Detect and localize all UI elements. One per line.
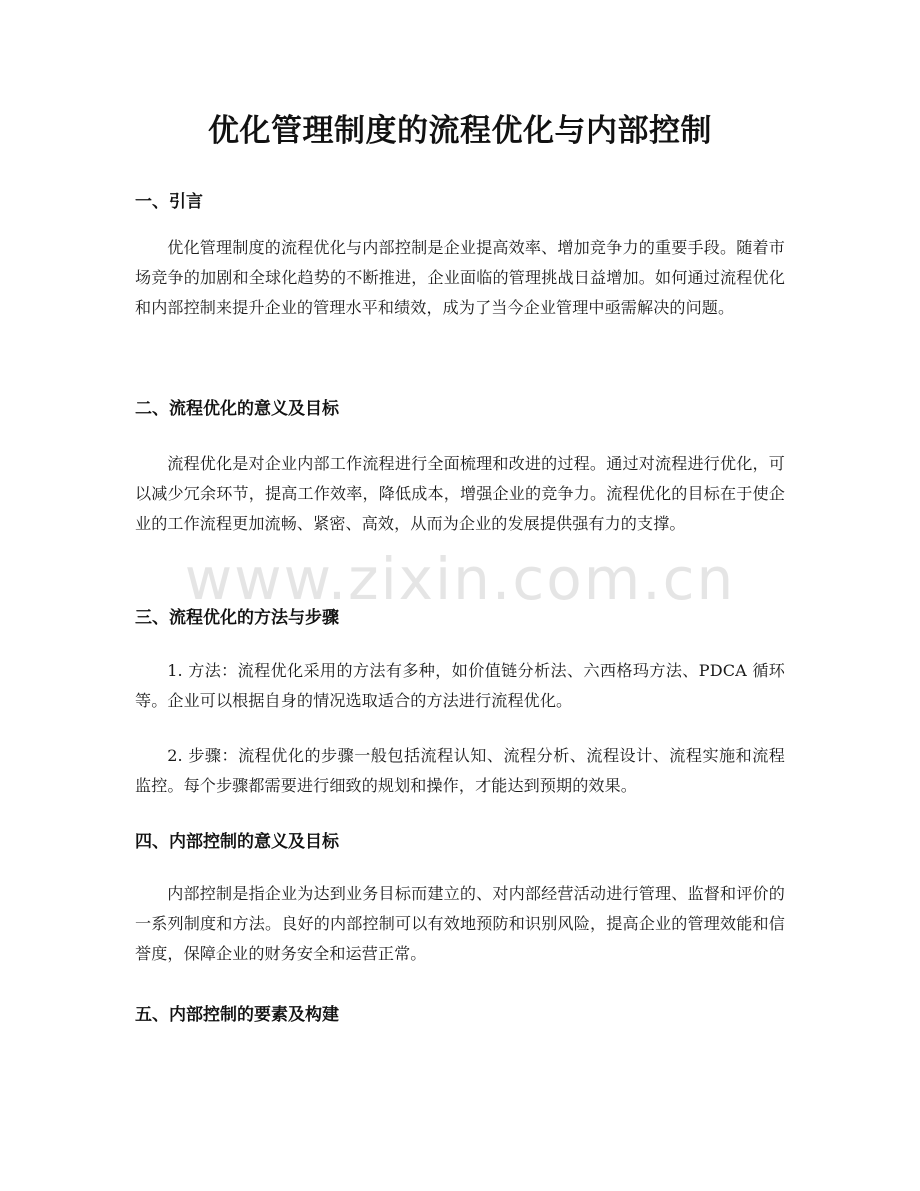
section-process-steps-paragraph: 2. 步骤：流程优化的步骤一般包括流程认知、流程分析、流程设计、流程实施和流程监控。每个步骤都需要进行细致的规划和操作，才能达到预期的效果。 [135, 746, 785, 795]
section-heading-process-significance: 二、流程优化的意义及目标 [135, 399, 339, 419]
document-title: 优化管理制度的流程优化与内部控制 [208, 113, 712, 149]
section-heading-internal-control-significance: 四、内部控制的意义及目标 [135, 832, 339, 852]
section-process-methods-paragraph: 1. 方法：流程优化采用的方法有多种，如价值链分析法、六西格玛方法、PDCA 循环等。企业可以根据自身的情况选取适合的方法进行流程优化。 [135, 661, 785, 710]
section-process-significance-paragraph: 流程优化是对企业内部工作流程进行全面梳理和改进的过程。通过对流程进行优化，可以减少冗余环节，提高工作效率，降低成本，增强企业的竞争力。流程优化的目标在于使企业的工作流程更加流畅、紧密、高效，从而为企业的发展提供强有力的支撑。 [135, 454, 785, 533]
section-heading-process-methods: 三、流程优化的方法与步骤 [135, 608, 339, 628]
section-internal-control-paragraph: 内部控制是指企业为达到业务目标而建立的、对内部经营活动进行管理、监督和评价的一系列制度和方法。良好的内部控制可以有效地预防和识别风险，提高企业的管理效能和信誉度，保障企业的财务安全和运营正常。 [135, 884, 785, 963]
section-heading-internal-control-elements: 五、内部控制的要素及构建 [135, 1005, 339, 1025]
section-intro-paragraph: 优化管理制度的流程优化与内部控制是企业提高效率、增加竞争力的重要手段。随着市场竞争的加剧和全球化趋势的不断推进，企业面临的管理挑战日益增加。如何通过流程优化和内部控制来提升企业的管理水平和绩效，成为了当今企业管理中亟需解决的问题。 [135, 238, 785, 317]
section-heading-intro: 一、引言 [135, 192, 203, 212]
watermark: www.zixin.com.cn [184, 545, 736, 613]
